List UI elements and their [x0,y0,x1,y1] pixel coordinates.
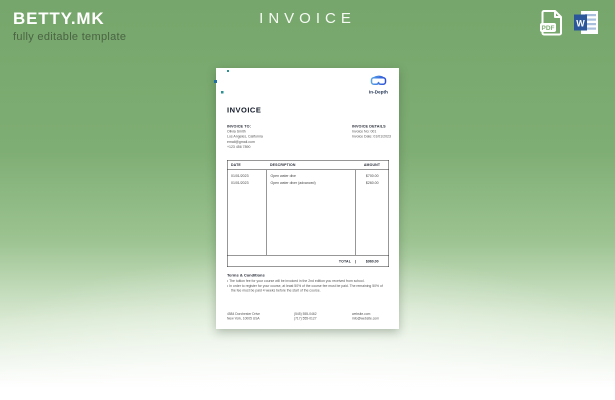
column-header-description: DESCRIPTION [270,163,296,167]
table-cell: 01/01/2023 [231,174,249,178]
bill-to-phone: +123 456 7890 [227,145,251,149]
total-label: TOTAL [338,259,351,264]
footer-phones [294,312,317,321]
column-header-date: DATE [231,163,241,167]
description-column [267,170,356,255]
pdf-download-icon[interactable] [539,9,565,36]
terms-heading: Terms & Conditions [227,273,265,278]
company-logo [369,75,388,95]
footer-address-line2: New York, 10005 USA [227,317,260,321]
bill-to-address: Los Angeles, California [227,135,263,139]
total-amount: $960.00 [356,260,389,264]
invoice-date: Invoice Date: 01/01/2023 [352,135,391,139]
bill-to-label: INVOICE TO: [227,124,251,129]
terms-item: • The tuition fee for your course will be invoiced in the 2nd edition you received from school. [227,279,387,284]
brand-tagline: fully editable template [13,31,127,43]
bill-to-block [227,124,263,150]
table-header-row [228,161,389,171]
footer-contact [352,312,379,321]
invoice-table [227,160,389,267]
invoice-details-block [352,124,391,140]
footer-email: info@website.com [352,317,379,321]
bill-to-email: email@gmail.com [227,140,255,144]
column-header-amount: AMOUNT [363,163,381,167]
handle-square-icon [221,91,224,94]
handle-square-icon [227,70,229,72]
table-cell: $260.00 [365,181,379,185]
company-logo-name: In-Depth [368,89,388,95]
table-body [228,170,389,255]
table-cell: Open water diver (advanced) [270,181,316,185]
footer-website: website.com [352,312,371,316]
invoice-number: Invoice No: 001 [352,129,377,134]
brand-logo: BETTY.MK [13,9,105,28]
handle-square-icon [214,80,217,83]
svg-text:W: W [576,18,585,29]
dive-mask-icon [369,75,387,86]
terms-item: • In order to register for your course, at least 50% of the course fee must be paid. The remaining 50% of the fee must be paid 4 weeks before the start of the course. [227,284,387,294]
footer-phone2: (717) 555-0127 [294,317,317,321]
footer-address-line1: 4584 Dorchester Drive [227,312,260,316]
download-icons [539,9,599,36]
footer-address [227,312,260,321]
table-cell: Open water dive [270,174,296,178]
page-title: INVOICE [259,10,356,27]
terms-section [227,273,387,293]
table-cell: 01/01/2023 [231,181,249,185]
table-total-row [228,255,389,268]
invoice-heading: INVOICE [227,106,262,115]
invoice-document-preview [216,68,399,329]
svg-text:PDF: PDF [541,25,555,32]
date-column [228,170,267,255]
footer-phone1: (545) 555-0462 [294,312,317,316]
word-download-icon[interactable] [573,9,599,36]
table-cell: $700.00 [365,174,379,178]
amount-column [356,170,389,255]
bill-to-name: Olivia Smith [227,129,246,134]
invoice-details-label: INVOICE DETAILS [352,124,386,129]
